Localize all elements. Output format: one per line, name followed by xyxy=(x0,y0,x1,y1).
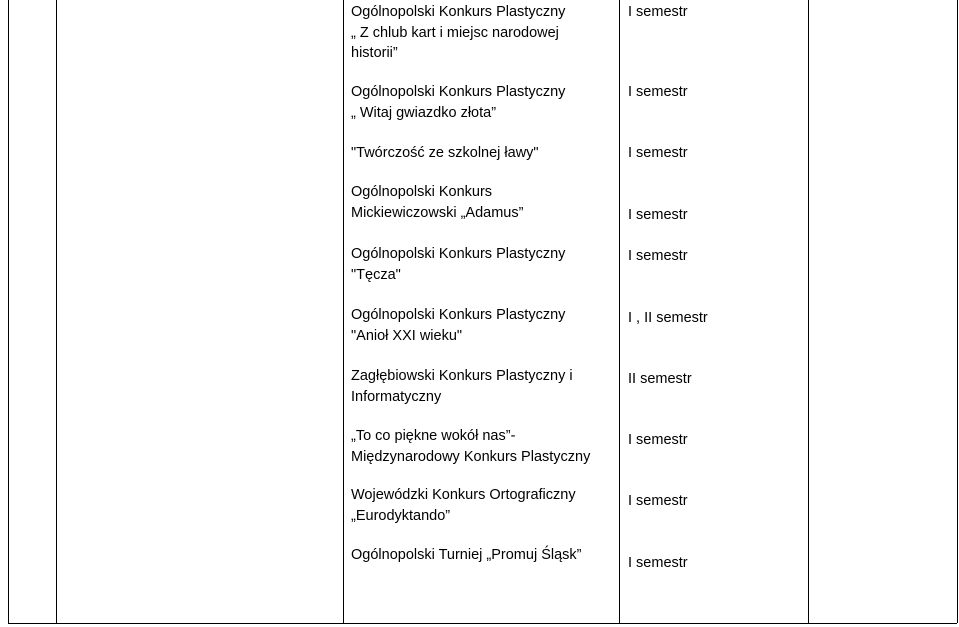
semester-5: I semestr xyxy=(628,248,688,264)
competition-name-line: Informatyczny xyxy=(351,388,442,405)
semester-9: I semestr xyxy=(628,493,688,509)
competition-name-line: historii” xyxy=(351,45,398,61)
competition-name-2 xyxy=(351,82,565,123)
competition-name-line: Międzynarodowy Konkurs Plastyczny xyxy=(351,448,591,465)
competition-name-8 xyxy=(351,426,590,467)
competition-name-line: Ogólnopolski Konkurs Plastyczny xyxy=(351,4,566,20)
competition-name-line: Ogólnopolski Turniej „Promuj Śląsk” xyxy=(351,547,582,563)
competition-name-line: "Anioł XXI wieku" xyxy=(351,327,463,344)
column-divider-2 xyxy=(343,0,344,623)
column-divider-3 xyxy=(619,0,620,623)
competition-name-1 xyxy=(351,2,565,64)
competition-name-line: Ogólnopolski Konkurs Plastyczny xyxy=(351,246,566,262)
table-border-left xyxy=(8,0,9,623)
competition-name-line: „ Z chlub kart i miejsc narodowej xyxy=(351,24,559,41)
competition-name-line: „Eurodyktando” xyxy=(351,507,451,524)
competition-name-line: Ogólnopolski Konkurs xyxy=(351,184,493,200)
competition-name-5 xyxy=(351,244,565,285)
competition-name-line: „ Witaj gwiazdko złota” xyxy=(351,104,497,121)
semester-1: I semestr xyxy=(628,4,688,20)
semester-10: I semestr xyxy=(628,555,688,571)
competition-name-line: Zagłębiowski Konkurs Plastyczny i xyxy=(351,368,573,384)
semester-4: I semestr xyxy=(628,207,688,223)
competition-name-9 xyxy=(351,485,576,526)
competition-name-line: "Tęcza" xyxy=(351,266,401,283)
competition-name-10 xyxy=(351,545,581,566)
competition-name-3 xyxy=(351,143,539,164)
column-divider-1 xyxy=(56,0,57,623)
table-border-right xyxy=(957,0,958,623)
semester-2: I semestr xyxy=(628,84,688,100)
semester-3: I semestr xyxy=(628,145,688,161)
semester-8: I semestr xyxy=(628,432,688,448)
competition-name-line: "Twórczość ze szkolnej ławy" xyxy=(351,145,539,161)
competition-name-4 xyxy=(351,182,523,223)
table-border-bottom xyxy=(8,623,957,624)
column-divider-4 xyxy=(808,0,809,623)
competition-name-line: Wojewódzki Konkurs Ortograficzny xyxy=(351,487,576,503)
competition-name-line: „To co piękne wokół nas”- xyxy=(351,428,516,444)
competition-name-line: Mickiewiczowski „Adamus” xyxy=(351,204,524,221)
competition-name-line: Ogólnopolski Konkurs Plastyczny xyxy=(351,84,566,100)
competition-name-6 xyxy=(351,305,565,346)
semester-6: I , II semestr xyxy=(628,310,708,326)
competition-name-7 xyxy=(351,366,573,407)
semester-7: II semestr xyxy=(628,371,692,387)
competition-name-line: Ogólnopolski Konkurs Plastyczny xyxy=(351,307,566,323)
